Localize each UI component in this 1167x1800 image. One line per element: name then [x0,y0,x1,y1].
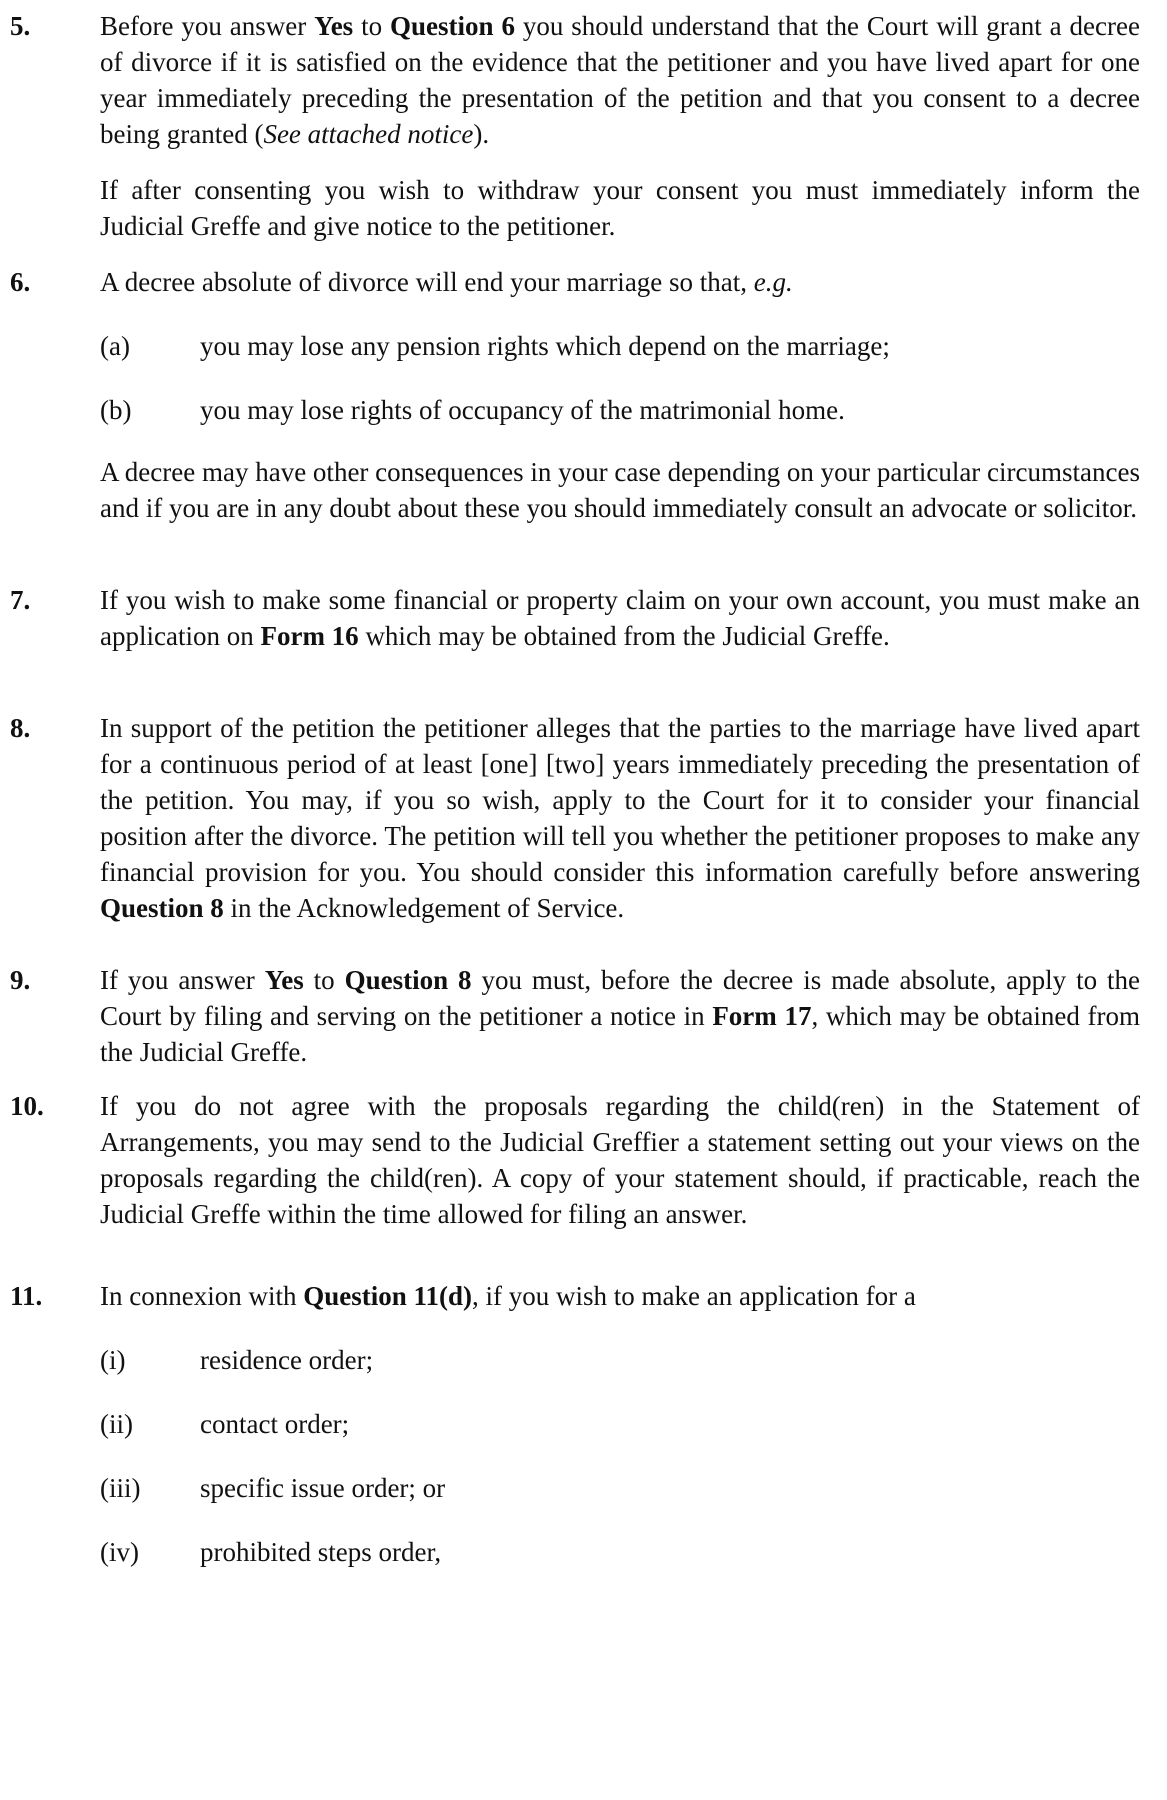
sub-item-text: residence order; [200,1345,374,1375]
item-number: 9. [10,965,31,995]
paragraph-body [100,962,1140,1070]
paragraph-text: If you wish to make some financial or property claim on your own account, you must make an application on Form 16 which may be obtained from the Judicial Greffe. [100,585,1140,651]
paragraph-body [100,454,1140,526]
paragraph-text: A decree absolute of divorce will end your marriage so that, e.g. [100,267,793,297]
sub-item-text: you may lose any pension rights which depend on the marriage; [200,331,890,361]
item-number: 5. [10,11,31,41]
sub-item-label: (ii) [100,1409,133,1439]
sub-item-label: (iii) [100,1473,141,1503]
paragraph-text: If after consenting you wish to withdraw your consent you must immediately inform the Judicial Greffe and give notice to the petitioner. [100,175,1140,241]
paragraph-body [100,8,1140,152]
item-number: 6. [10,267,31,297]
sub-item-label: (i) [100,1345,126,1375]
paragraph-text: A decree may have other consequences in your case depending on your particular circumstances and if you are in any doubt about these you should immediately consult an advocate or solicitor. [100,457,1140,523]
paragraph-text: If you do not agree with the proposals regarding the child(ren) in the Statement of Arrangements, you may send to the Judicial Greffier a statement setting out your views on the proposals regarding the child(ren). A copy of your statement should, if practicable, reach the Judicial Greffe within the time allowed for filing an answer. [100,1091,1140,1229]
paragraph-body [100,582,1140,654]
sub-item-label: (a) [100,331,130,361]
paragraph-text: In support of the petition the petitioner alleges that the parties to the marriage have lived apart for a continuous period of at least [one] [two] years immediately preceding the presentation of the petition. You may, if you so wish, apply to the Court for it to consider your financial position after the divorce. The petition will tell you whether the petitioner proposes to make any financial provision for you. You should consider this information carefully before answering Question 8 in the Acknowledgement of Service. [100,713,1140,923]
sub-item-text: prohibited steps order, [200,1537,442,1567]
item-number: 11. [10,1281,43,1311]
paragraph-body [100,1278,1140,1567]
item-number: 7. [10,585,31,615]
sub-item-label: (b) [100,395,132,425]
sub-item-text: you may lose rights of occupancy of the matrimonial home. [200,395,845,425]
sub-item-label: (iv) [100,1537,139,1567]
paragraph-body [100,264,1140,425]
item-number: 8. [10,713,31,743]
sub-item-text: specific issue order; or [200,1473,446,1503]
paragraph-body [100,710,1140,926]
paragraph-text: In connexion with Question 11(d), if you wish to make an application for a [100,1281,916,1311]
paragraph-text: Before you answer Yes to Question 6 you should understand that the Court will grant a decree of divorce if it is satisfied on the evidence that the petitioner and you have lived apart for one year immediately preceding the presentation of the petition and that you consent to a decree being granted (See attached notice). [100,11,1140,149]
paragraph-body [100,172,1140,244]
paragraph-body [100,1088,1140,1232]
sub-item-text: contact order; [200,1409,350,1439]
paragraph-text: If you answer Yes to Question 8 you must, before the decree is made absolute, apply to the Court by filing and serving on the petitioner a notice in Form 17, which may be obtained from the Judicial Greffe. [100,965,1141,1067]
item-number: 10. [10,1091,44,1121]
